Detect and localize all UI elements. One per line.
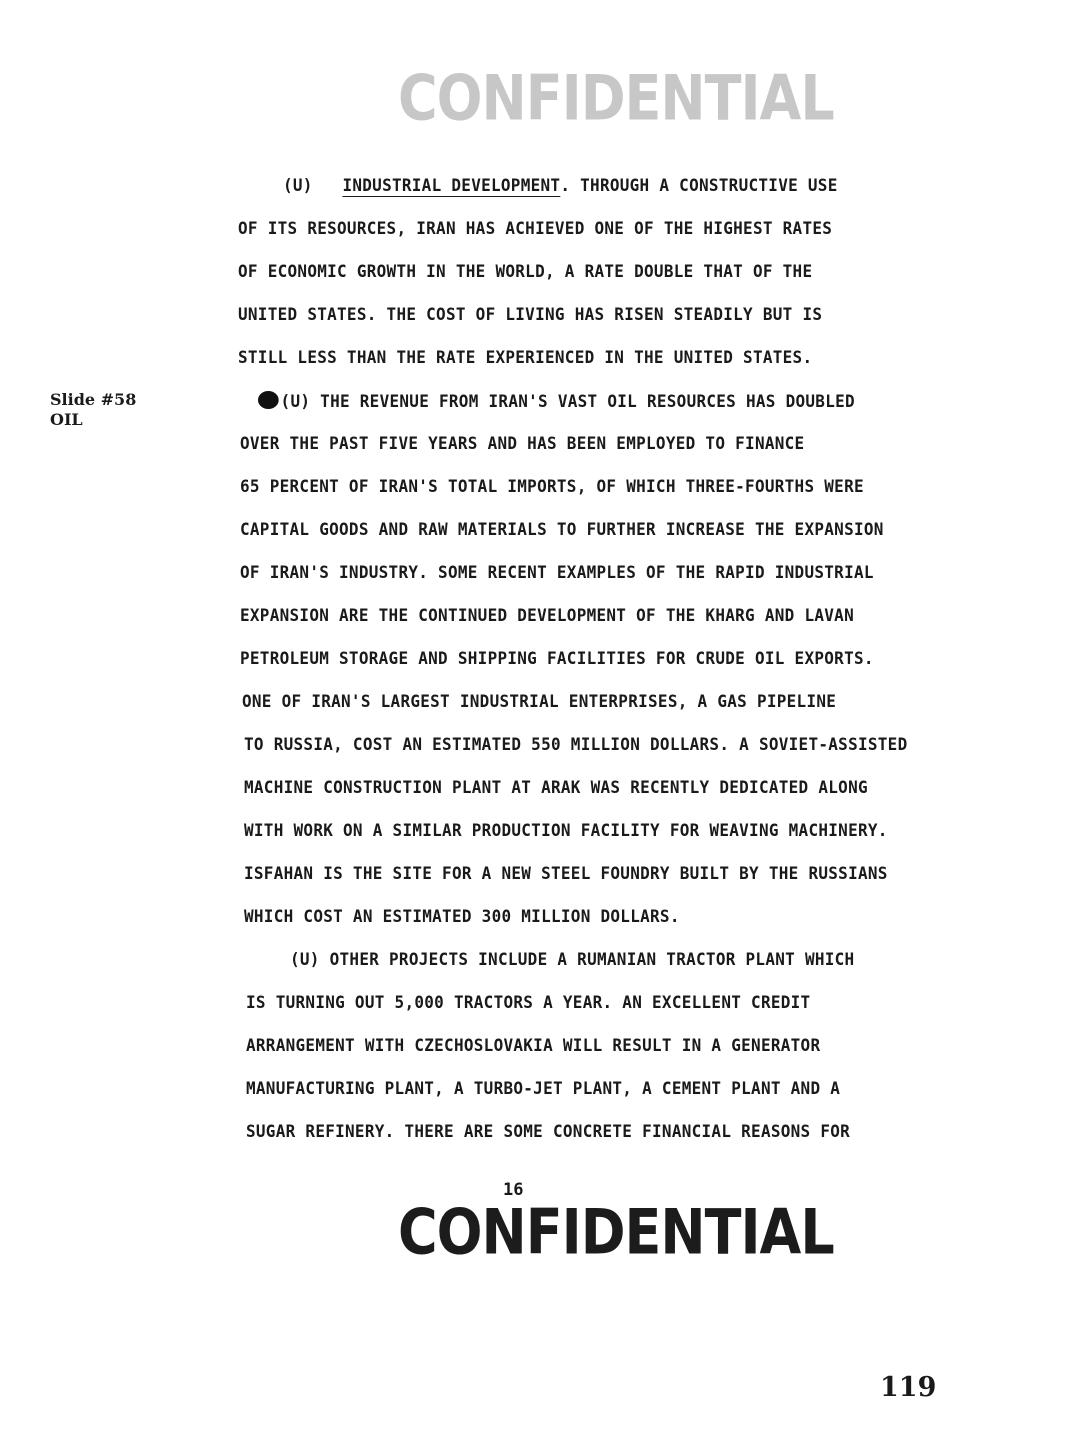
paragraph-1-line-1: [283, 176, 838, 196]
paragraph-1-line-2: OF ITS RESOURCES, IRAN HAS ACHIEVED ONE OF THE HIGHEST RATES: [238, 219, 833, 239]
paragraph-2-line-11: WITH WORK ON A SIMILAR PRODUCTION FACILITY FOR WEAVING MACHINERY.: [244, 821, 888, 841]
paragraph-2-line-7: PETROLEUM STORAGE AND SHIPPING FACILITIES FOR CRUDE OIL EXPORTS.: [240, 649, 874, 669]
classification-stamp-bottom: CONFIDENTIAL: [398, 1196, 834, 1269]
paragraph-2-line-8: ONE OF IRAN'S LARGEST INDUSTRIAL ENTERPRISES, A GAS PIPELINE: [242, 692, 837, 712]
paragraph-2-line-5: OF IRAN'S INDUSTRY. SOME RECENT EXAMPLES OF THE RAPID INDUSTRIAL: [240, 563, 874, 583]
paragraph-2-line-9: TO RUSSIA, COST AN ESTIMATED 550 MILLION DOLLARS. A SOVIET-ASSISTED: [244, 735, 908, 755]
paragraph-1-line-3: OF ECONOMIC GROWTH IN THE WORLD, A RATE DOUBLE THAT OF THE: [238, 262, 813, 282]
paragraph-2-line-12: ISFAHAN IS THE SITE FOR A NEW STEEL FOUNDRY BUILT BY THE RUSSIANS: [244, 864, 888, 884]
paragraph-2-line-10: MACHINE CONSTRUCTION PLANT AT ARAK WAS RECENTLY DEDICATED ALONG: [244, 778, 868, 798]
paragraph-2-line-1: [258, 391, 855, 412]
paragraph-3-line-1: (U) OTHER PROJECTS INCLUDE A RUMANIAN TRACTOR PLANT WHICH: [290, 950, 855, 970]
classification-stamp-top: CONFIDENTIAL: [398, 62, 834, 135]
paragraph-2-line-13: WHICH COST AN ESTIMATED 300 MILLION DOLLARS.: [244, 907, 680, 927]
paragraph-1-marker: (U): [283, 176, 313, 196]
classification-bullet-icon: [258, 391, 279, 409]
folio-number: 119: [880, 1372, 937, 1403]
paragraph-2-first-line: (U) THE REVENUE FROM IRAN'S VAST OIL RESOURCES HAS DOUBLED: [280, 392, 855, 412]
paragraph-2-line-6: EXPANSION ARE THE CONTINUED DEVELOPMENT OF THE KHARG AND LAVAN: [240, 606, 854, 626]
paragraph-2-line-4: CAPITAL GOODS AND RAW MATERIALS TO FURTHER INCREASE THE EXPANSION: [240, 520, 884, 540]
slide-topic: OIL: [50, 410, 83, 429]
paragraph-2-line-2: OVER THE PAST FIVE YEARS AND HAS BEEN EMPLOYED TO FINANCE: [240, 434, 805, 454]
paragraph-1-heading: INDUSTRIAL DEVELOPMENT: [342, 176, 561, 196]
paragraph-3-line-4: MANUFACTURING PLANT, A TURBO-JET PLANT, A CEMENT PLANT AND A: [246, 1079, 841, 1099]
page-number: 16: [503, 1180, 524, 1200]
paragraph-3-line-5: SUGAR REFINERY. THERE ARE SOME CONCRETE FINANCIAL REASONS FOR: [246, 1122, 851, 1142]
margin-note: [50, 390, 136, 430]
slide-reference: Slide #58: [50, 390, 137, 409]
paragraph-2-line-3: 65 PERCENT OF IRAN'S TOTAL IMPORTS, OF WHICH THREE-FOURTHS WERE: [240, 477, 864, 497]
paragraph-1-line-5: STILL LESS THAN THE RATE EXPERIENCED IN THE UNITED STATES.: [238, 348, 813, 368]
paragraph-1-line-4: UNITED STATES. THE COST OF LIVING HAS RISEN STEADILY BUT IS: [238, 305, 823, 325]
paragraph-3-line-2: IS TURNING OUT 5,000 TRACTORS A YEAR. AN EXCELLENT CREDIT: [246, 993, 811, 1013]
paragraph-1-lead: . THROUGH A CONSTRUCTIVE USE: [560, 176, 838, 196]
paragraph-3-line-3: ARRANGEMENT WITH CZECHOSLOVAKIA WILL RESULT IN A GENERATOR: [246, 1036, 821, 1056]
